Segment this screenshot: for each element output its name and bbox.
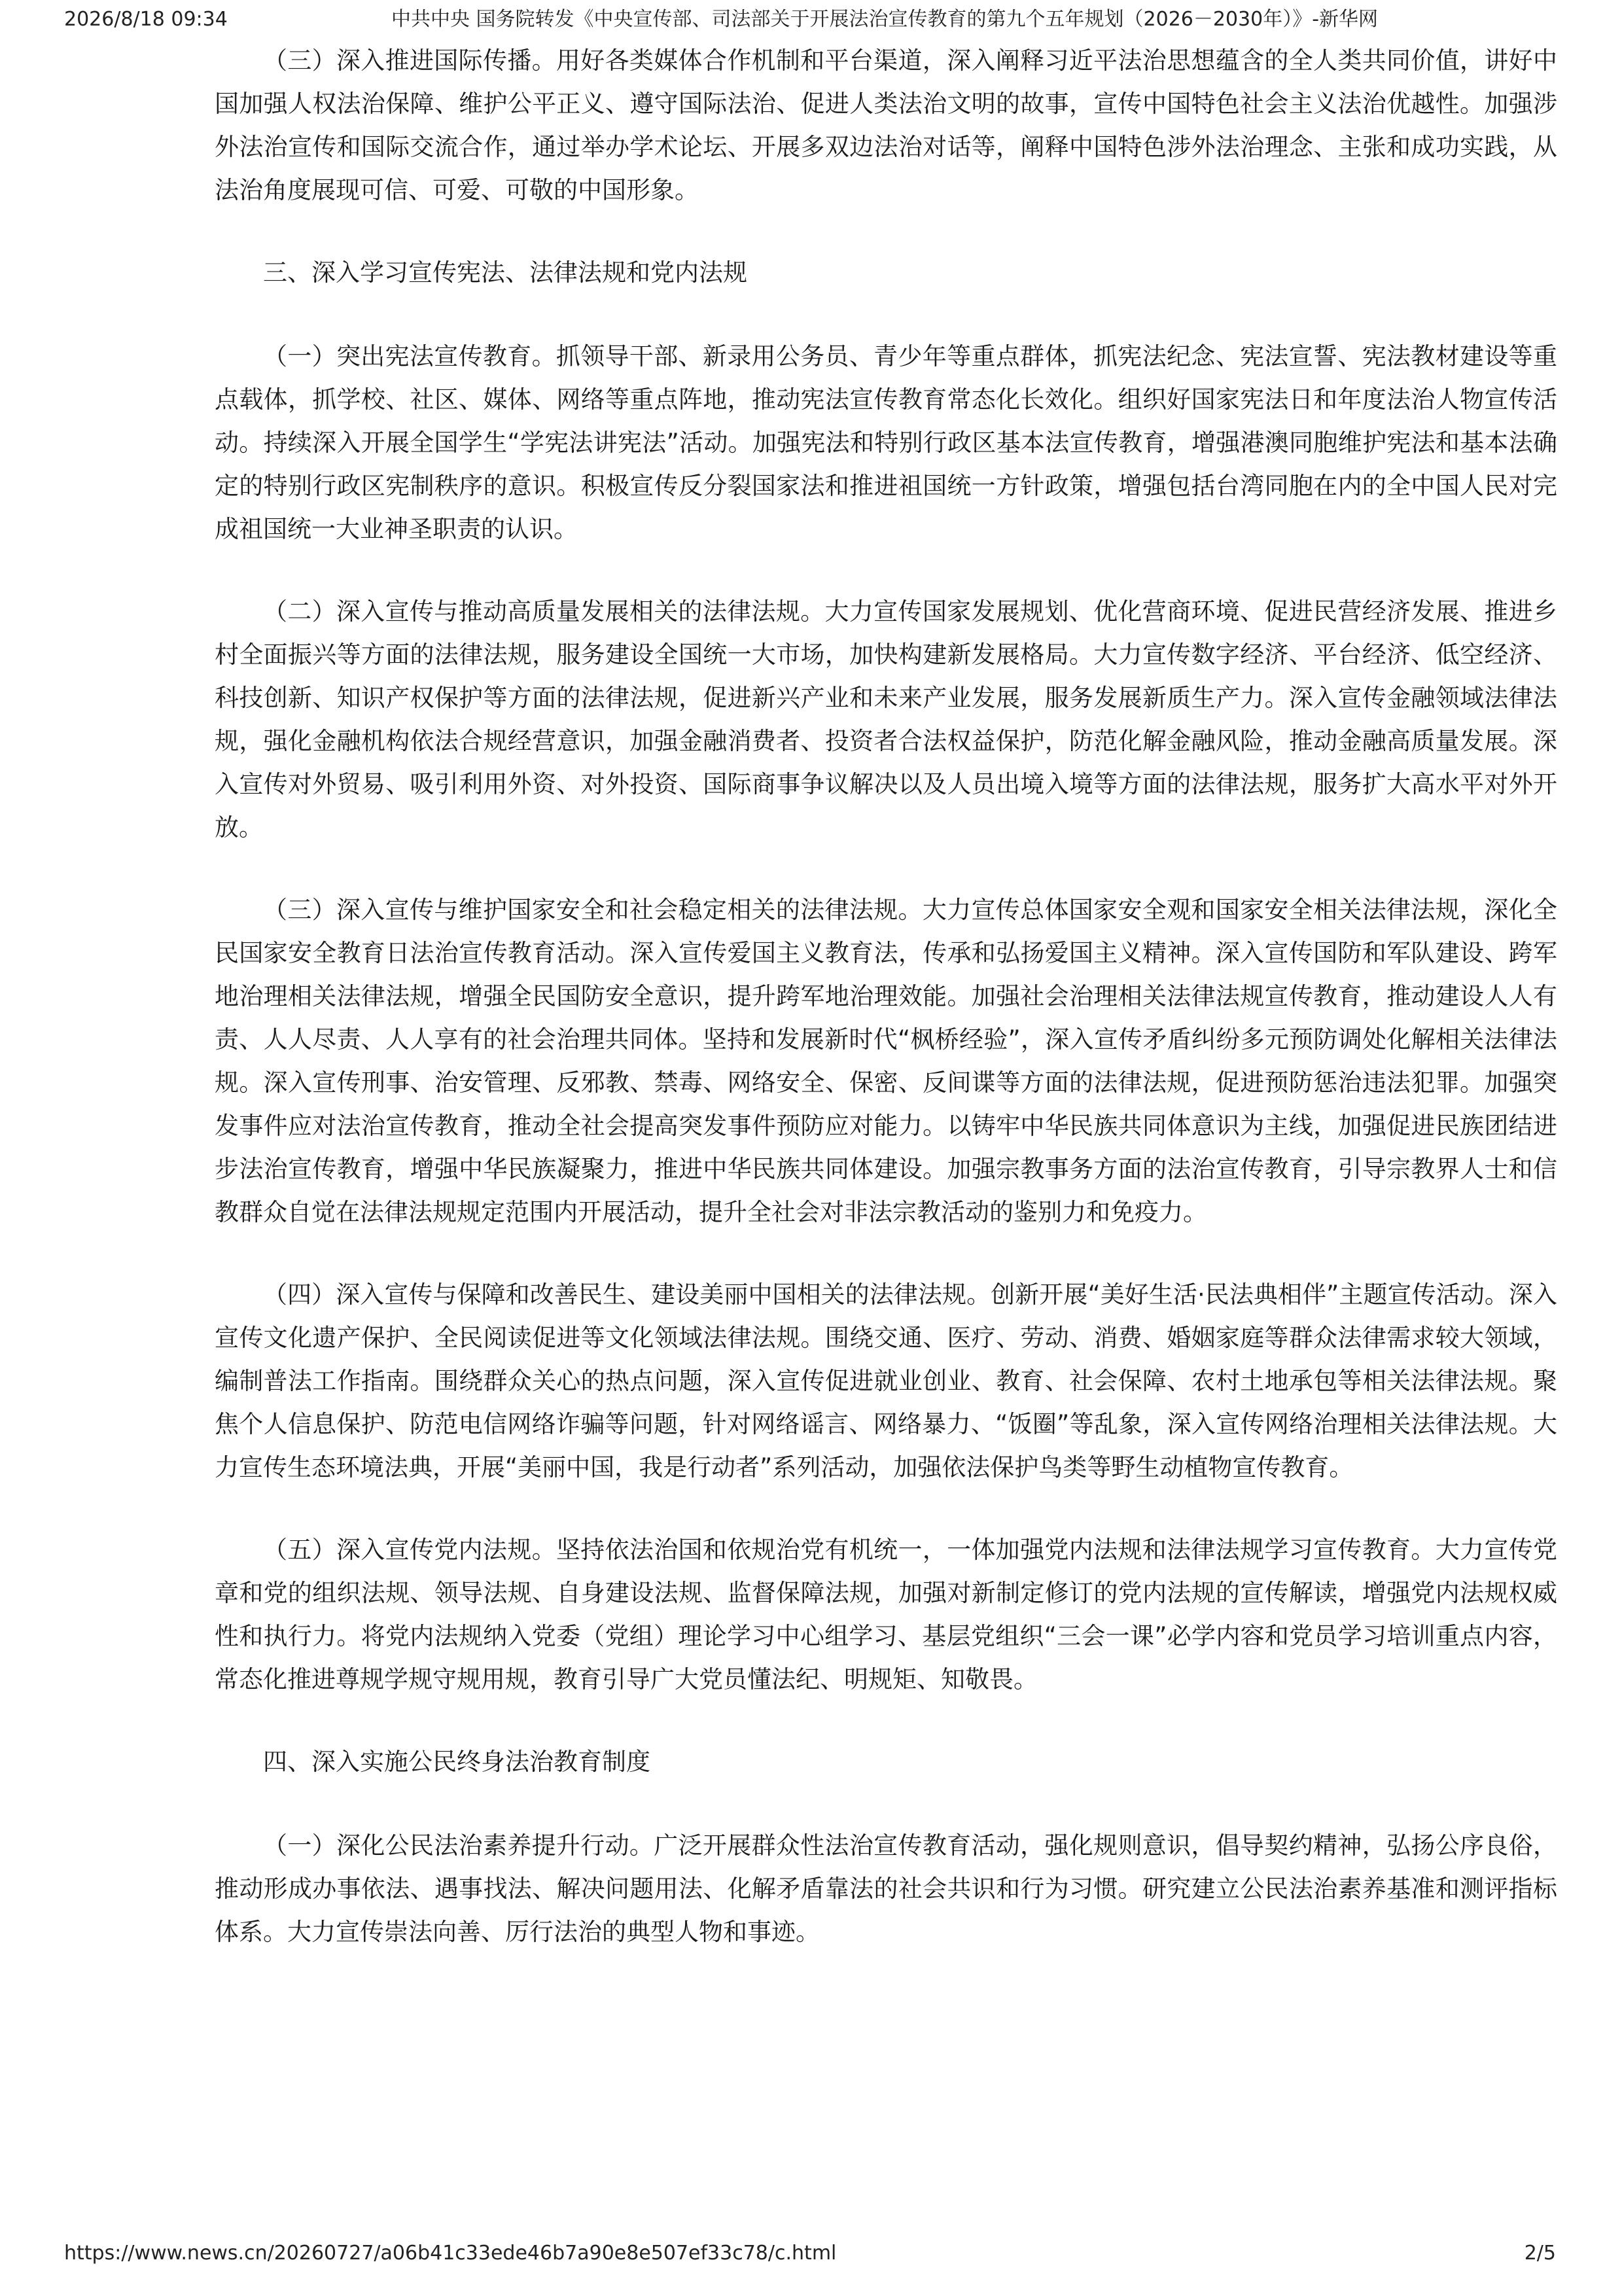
paragraph-livelihood: （四）深入宣传与保障和改善民生、建设美丽中国相关的法律法规。创新开展“美好生活·民法典相伴”主题宣传活动。深入宣传文化遗产保护、全民阅读促进等文化领域法律法规。围绕交通、医疗、劳动、消费、婚姻家庭等群众法律需求较大领域，编制普法工作指南。围绕群众关心的热点问题，深入宣传促进就业创业、教育、社会保障、农村土地承包等相关法律法规。聚焦个人信息保护、防范电信网络诈骗等问题，针对网络谣言、网络暴力、“饭圈”等乱象，深入宣传网络治理相关法律法规。大力宣传生态环境法典，开展“美丽中国，我是行动者”系列活动，加强依法保护鸟类等野生动植物宣传教育。 (215, 1280, 1557, 1481)
section-heading-3: 三、深入学习宣传宪法、法律法规和党内法规 (263, 258, 747, 287)
paragraph-party-regulations: （五）深入宣传党内法规。坚持依法治国和依规治党有机统一，一体加强党内法规和法律法规学习宣传教育。大力宣传党章和党的组织法规、领导法规、自身建设法规、监督保障法规，加强对新制定修订的党内法规的宣传解读，增强党内法规权威性和执行力。将党内法规纳入党委（党组）理论学习中心组学习、基层党组织“三会一课”必学内容和党员学习培训重点内容，常态化推进尊规学规守规用规，教育引导广大党员懂法纪、明规矩、知敬畏。 (215, 1536, 1557, 1693)
page-url-link[interactable]: https://www.news.cn/20260727/a06b41c33ede46b7a90e8e507ef33c78/c.html (64, 2242, 837, 2265)
page-number: 2/5 (1524, 2242, 1556, 2265)
paragraph-constitution-education: （一）突出宪法宣传教育。抓领导干部、新录用公务员、青少年等重点群体，抓宪法纪念、宪法宣誓、宪法教材建设等重点载体，抓学校、社区、媒体、网络等重点阵地，推动宪法宣传教育常态化长效化。组织好国家宪法日和年度法治人物宣传活动。持续深入开展全国学生“学宪法讲宪法”活动。加强宪法和特别行政区基本法宣传教育，增强港澳同胞维护宪法和基本法确定的特别行政区宪制秩序的意识。积极宣传反分裂国家法和推进祖国统一方针政策，增强包括台湾同胞在内的全中国人民对完成祖国统一大业神圣职责的认识。 (215, 342, 1557, 543)
section-heading-4: 四、深入实施公民终身法治教育制度 (263, 1748, 650, 1776)
print-header (64, 5, 1562, 44)
paragraph-international-communication: （三）深入推进国际传播。用好各类媒体合作机制和平台渠道，深入阐释习近平法治思想蕴含的全人类共同价值，讲好中国加强人权法治保障、维护公平正义、遵守国际法治、促进人类法治文明的故事，宣传中国特色社会主义法治优越性。加强涉外法治宣传和国际交流合作，通过举办学术论坛、开展多双边法治对话等，阐释中国特色涉外法治理念、主张和成功实践，从法治角度展现可信、可爱、可敬的中国形象。 (215, 46, 1557, 204)
print-datetime: 2026/8/18 09:34 (64, 8, 228, 31)
paragraph-legal-literacy: （一）深化公民法治素养提升行动。广泛开展群众性法治宣传教育活动，强化规则意识，倡导契约精神，弘扬公序良俗，推动形成办事依法、遇事找法、解决问题用法、化解矛盾靠法的社会共识和行为习惯。研究建立公民法治素养基准和测评指标体系。大力宣传崇法向善、厉行法治的典型人物和事迹。 (215, 1831, 1557, 1946)
article-body (215, 39, 1557, 2172)
paragraph-national-security: （三）深入宣传与维护国家安全和社会稳定相关的法律法规。大力宣传总体国家安全观和国家安全相关法律法规，深化全民国家安全教育日法治宣传教育活动。深入宣传爱国主义教育法，传承和弘扬爱国主义精神。深入宣传国防和军队建设、跨军地治理相关法律法规，增强全民国防安全意识，提升跨军地治理效能。加强社会治理相关法律法规宣传教育，推动建设人人有责、人人尽责、人人享有的社会治理共同体。坚持和发展新时代“枫桥经验”，深入宣传矛盾纠纷多元预防调处化解相关法律法规。深入宣传刑事、治安管理、反邪教、禁毒、网络安全、保密、反间谍等方面的法律法规，促进预防惩治违法犯罪。加强突发事件应对法治宣传教育，推动全社会提高突发事件预防应对能力。以铸牢中华民族共同体意识为主线，加强促进民族团结进步法治宣传教育，增强中华民族凝聚力，推进中华民族共同体建设。加强宗教事务方面的法治宣传教育，引导宗教界人士和信教群众自觉在法律法规规定范围内开展活动，提升全社会对非法宗教活动的鉴别力和免疫力。 (215, 896, 1557, 1226)
print-footer (64, 2239, 1556, 2268)
paragraph-high-quality-development: （二）深入宣传与推动高质量发展相关的法律法规。大力宣传国家发展规划、优化营商环境、促进民营经济发展、推进乡村全面振兴等方面的法律法规，服务建设全国统一大市场，加快构建新发展格局。大力宣传数字经济、平台经济、低空经济、科技创新、知识产权保护等方面的法律法规，促进新兴产业和未来产业发展，服务发展新质生产力。深入宣传金融领域法律法规，强化金融机构依法合规经营意识，加强金融消费者、投资者合法权益保护，防范化解金融风险，推动金融高质量发展。深入宣传对外贸易、吸引利用外资、对外投资、国际商事争议解决以及人员出境入境等方面的法律法规，服务扩大高水平对外开放。 (215, 597, 1557, 841)
document-title: 中共中央 国务院转发《中央宣传部、司法部关于开展法治宣传教育的第九个五年规划（2026－2030年）》-新华网 (391, 8, 1379, 31)
